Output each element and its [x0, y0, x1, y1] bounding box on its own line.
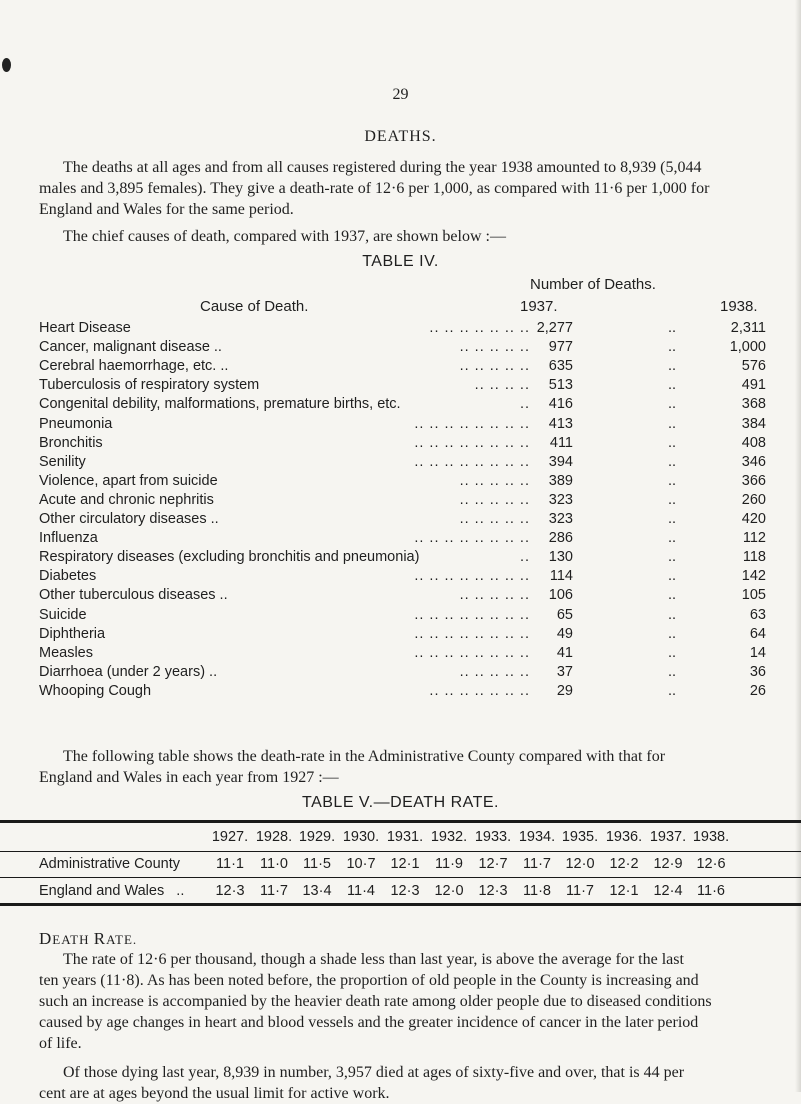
table5-rate-value: 12·3: [478, 883, 508, 899]
table4-row: [39, 511, 766, 531]
table5-year-header: 1936.: [605, 829, 643, 845]
cause-of-death: Other tuberculous diseases ..: [39, 587, 228, 604]
intro-line-3: England and Wales for the same period.: [39, 201, 294, 218]
leader-dots: .. .. .. .. ..: [459, 339, 530, 356]
table5-row-label: England and Wales ..: [39, 883, 185, 899]
separator-dots: ..: [667, 415, 676, 432]
deaths-1938: 105: [741, 587, 766, 604]
table5-row-label: Administrative County: [39, 856, 181, 872]
death-rate-heading: DEATH RATE.: [39, 929, 138, 948]
table4-group-header: Number of Deaths.: [530, 276, 656, 293]
table5-year-header: 1932.: [430, 829, 468, 845]
leader-dots: .. .. .. .. .. .. .. ..: [414, 568, 530, 585]
deaths-1938: 260: [741, 491, 766, 508]
table5-rate-value: 11·7: [566, 883, 594, 899]
margin-ink-dot: [2, 58, 11, 72]
table5-rate-value: 11·0: [260, 856, 288, 872]
leader-dots: .. .. .. .. .. .. .. ..: [414, 606, 530, 623]
deaths-1937: 29: [556, 682, 573, 699]
deaths-1937: 130: [548, 549, 573, 566]
cause-of-death: Respiratory diseases (excluding bronchitis and pneumonia): [39, 549, 420, 566]
deaths-1937: 411: [549, 434, 573, 451]
leader-dots: .. .. .. .. .. .. ..: [429, 682, 530, 699]
table4-title: TABLE IV.: [362, 253, 439, 270]
deaths-1938: 26: [749, 682, 766, 699]
table5-year-header: 1937.: [649, 829, 687, 845]
table5-rate-value: 11·7: [260, 883, 288, 899]
table4-row: [39, 339, 766, 359]
deaths-1938: 2,311: [730, 320, 766, 336]
death-rate-paragraph-1: [39, 949, 766, 1054]
chief-causes-intro: The chief causes of death, compared with 1937, are shown below :—: [63, 228, 506, 245]
cause-of-death: Bronchitis: [39, 434, 103, 451]
table5-mid-rule: [0, 877, 801, 878]
table4-row: [39, 664, 766, 684]
table5-year-header: 1927.: [211, 829, 249, 845]
intro-line-1: The deaths at all ages and from all causes registered during the year 1938 amounted to 8,939 (5,044: [63, 159, 702, 176]
leader-dots: .. .. .. .. ..: [459, 358, 530, 375]
cause-of-death: Congenital debility, malformations, premature births, etc.: [39, 396, 401, 413]
cause-of-death: Cancer, malignant disease ..: [39, 339, 222, 356]
dr2-line-1: Of those dying last year, 8,939 in number, 3,957 died at ages of sixty-five and over, that is 44 per: [63, 1064, 685, 1081]
deaths-1937: 413: [548, 415, 573, 432]
cause-of-death: Whooping Cough: [39, 682, 152, 699]
table5-rate-value: 12·1: [390, 856, 420, 872]
cause-of-death: Cerebral haemorrhage, etc. ..: [39, 358, 229, 375]
separator-dots: ..: [667, 606, 676, 623]
leader-dots: .. .. .. .. .. .. .. ..: [414, 434, 530, 451]
deaths-1937: 635: [548, 358, 573, 375]
table4-row: [39, 320, 766, 340]
deaths-1937: 323: [548, 511, 573, 527]
leader-dots: .. .. .. .. .. .. .. ..: [414, 415, 530, 432]
deaths-1937: 323: [548, 491, 573, 508]
leader-dots: .. .. .. .. ..: [459, 663, 530, 680]
table4-row: [39, 568, 766, 588]
table5-intro-line-2: England and Wales in each year from 1927 :—: [39, 769, 339, 786]
dr1-line-1: The rate of 12·6 per thousand, though a shade less than last year, is above the average for the last: [63, 951, 684, 968]
deaths-1938: 384: [741, 415, 766, 432]
table4-row: [39, 587, 766, 607]
deaths-1937: 114: [549, 568, 573, 585]
cause-of-death: Diabetes: [39, 568, 97, 585]
table5-rate-value: 10·7: [346, 856, 376, 872]
leader-dots: .. .. .. .. ..: [459, 587, 530, 604]
table5-rate-value: 12·1: [609, 883, 639, 899]
separator-dots: ..: [667, 377, 676, 394]
cause-of-death: Diphtheria: [39, 625, 106, 642]
table5-title: TABLE V.—DEATH RATE.: [301, 794, 499, 811]
page-number: 29: [392, 86, 409, 103]
cause-of-death: Suicide: [39, 606, 87, 623]
table5-top-rule: [0, 820, 801, 823]
deaths-1938: 64: [749, 625, 766, 642]
deaths-1938: 1,000: [729, 339, 766, 356]
table5-header-rule: [0, 851, 801, 852]
table5-rate-value: 11·6: [697, 883, 725, 899]
table5-intro-line-1: The following table shows the death-rate in the Administrative County compared with that for: [63, 748, 666, 765]
cause-of-death: Acute and chronic nephritis: [39, 491, 214, 508]
deaths-1937: 49: [556, 625, 573, 642]
table4-cause-header: Cause of Death.: [200, 298, 309, 315]
deaths-1938: 368: [741, 396, 766, 413]
leader-dots: .. .. .. .. .. .. ..: [429, 320, 530, 336]
separator-dots: ..: [667, 453, 676, 470]
table5-rate-value: 12·7: [478, 856, 508, 872]
deaths-1937: 389: [548, 472, 573, 489]
table4-row: [39, 492, 766, 512]
separator-dots: ..: [667, 472, 676, 489]
table4-row: [39, 435, 766, 455]
table5-rate-value: 11·9: [435, 856, 463, 872]
deaths-1937: 41: [556, 644, 573, 661]
deaths-1938: 14: [749, 644, 766, 661]
cause-of-death: Measles: [39, 644, 93, 661]
table4-year-1937: 1937.: [520, 298, 558, 315]
dr1-line-2: ten years (11·8). As has been noted before, the proportion of old people in the County is increasing and: [39, 972, 699, 989]
table5-rate-value: 12·0: [565, 856, 595, 872]
leader-dots: ..: [519, 549, 530, 566]
separator-dots: ..: [667, 320, 676, 336]
deaths-1937: 977: [548, 339, 573, 356]
cause-of-death: Violence, apart from suicide: [39, 472, 218, 489]
table4-row: [39, 683, 766, 703]
deaths-1937: 416: [548, 396, 573, 413]
deaths-1938: 366: [741, 472, 766, 489]
table5-intro: [39, 746, 766, 788]
deaths-1938: 142: [741, 568, 766, 585]
table4-row: [39, 530, 766, 550]
table5-year-header: 1934.: [518, 829, 556, 845]
separator-dots: ..: [667, 682, 676, 699]
table4-row: [39, 607, 766, 627]
table5-year-header: 1929.: [298, 829, 336, 845]
deaths-1938: 63: [749, 606, 766, 623]
table5-rate-value: 13·4: [302, 883, 332, 899]
table5-rate-value: 12·6: [696, 856, 726, 872]
table4-row: [39, 377, 766, 397]
cause-of-death: Influenza: [39, 530, 98, 547]
deaths-1937: 106: [548, 587, 573, 604]
table4-row: [39, 454, 766, 474]
leader-dots: ..: [519, 396, 530, 413]
deaths-1938: 491: [741, 377, 766, 394]
separator-dots: ..: [667, 549, 676, 566]
table5-rate-value: 11·7: [523, 856, 551, 872]
separator-dots: ..: [667, 358, 676, 375]
deaths-1938: 576: [741, 358, 766, 375]
deaths-1938: 112: [742, 530, 766, 547]
deaths-1937: 65: [556, 606, 573, 623]
dr1-line-5: of life.: [39, 1035, 82, 1052]
table5-rate-value: 12·2: [609, 856, 639, 872]
leader-dots: .. .. .. .. ..: [459, 491, 530, 508]
table4-row: [39, 358, 766, 378]
separator-dots: ..: [667, 511, 676, 527]
cause-of-death: Other circulatory diseases ..: [39, 511, 219, 527]
dr2-line-2: cent are at ages beyond the usual limit for active work.: [39, 1085, 390, 1102]
leader-dots: .. .. .. .. .. .. .. ..: [414, 530, 530, 547]
table4-row: [39, 416, 766, 436]
deaths-1937: 513: [548, 377, 573, 394]
leader-dots: .. .. .. ..: [474, 377, 530, 394]
deaths-1938: 118: [742, 549, 766, 566]
separator-dots: ..: [667, 587, 676, 604]
separator-dots: ..: [667, 339, 676, 356]
deaths-1937: 37: [556, 663, 573, 680]
death-rate-paragraph-2: [39, 1062, 766, 1104]
table5-rate-value: 12·9: [653, 856, 683, 872]
separator-dots: ..: [667, 434, 676, 451]
separator-dots: ..: [667, 663, 676, 680]
deaths-1938: 36: [749, 663, 766, 680]
separator-dots: ..: [667, 491, 676, 508]
leader-dots: .. .. .. .. .. .. .. ..: [414, 453, 530, 470]
section-heading-deaths: DEATHS.: [364, 128, 437, 145]
deaths-1938: 346: [741, 453, 766, 470]
table5-rate-value: 12·3: [215, 883, 245, 899]
table5-year-header: 1938.: [692, 829, 730, 845]
table4-row: [39, 473, 766, 493]
table5-year-header: 1928.: [255, 829, 293, 845]
dr1-line-3: such an increase is accompanied by the heavier death rate among older people due to diseased conditions: [39, 993, 712, 1010]
cause-of-death: Heart Disease: [39, 320, 131, 336]
cause-of-death: Pneumonia: [39, 415, 113, 432]
separator-dots: ..: [667, 625, 676, 642]
leader-dots: .. .. .. .. .. .. .. ..: [414, 644, 530, 661]
table4-row: [39, 626, 766, 646]
table5-rate-value: 11·8: [523, 883, 551, 899]
separator-dots: ..: [667, 396, 676, 413]
table5-rate-value: 12·3: [390, 883, 420, 899]
table4-row: [39, 396, 766, 416]
cause-of-death: Tuberculosis of respiratory system: [39, 377, 260, 394]
deaths-1937: 286: [548, 530, 573, 547]
deaths-1937: 2,277: [536, 320, 573, 336]
table5-year-header: 1930.: [342, 829, 380, 845]
separator-dots: ..: [667, 530, 676, 547]
separator-dots: ..: [667, 568, 676, 585]
cause-of-death: Diarrhoea (under 2 years) ..: [39, 663, 218, 680]
table4-row: [39, 549, 766, 569]
separator-dots: ..: [667, 644, 676, 661]
page-edge-shadow: [795, 0, 801, 1092]
leader-dots: .. .. .. .. ..: [459, 472, 530, 489]
leader-dots: .. .. .. .. .. .. .. ..: [414, 625, 530, 642]
dr1-line-4: caused by age changes in heart and blood vessels and the greater incidence of cancer in the later period: [39, 1014, 699, 1031]
table4-row: [39, 645, 766, 665]
leader-dots: .. .. .. .. ..: [459, 511, 530, 527]
table4-year-1938: 1938.: [720, 298, 758, 315]
intro-paragraph: [39, 157, 766, 220]
deaths-1937: 394: [548, 453, 573, 470]
table5-rate-value: 12·4: [653, 883, 683, 899]
deaths-1938: 420: [741, 511, 766, 527]
table5-rate-value: 11·4: [347, 883, 375, 899]
table5-year-header: 1933.: [474, 829, 512, 845]
intro-line-2: males and 3,895 females). They give a death-rate of 12·6 per 1,000, as compared with 11·6 per 1,000 for: [39, 180, 710, 197]
table5-year-header: 1931.: [386, 829, 424, 845]
table5-rate-value: 11·5: [303, 856, 331, 872]
table5-year-header: 1935.: [561, 829, 599, 845]
cause-of-death: Senility: [39, 453, 86, 470]
table5-rate-value: 12·0: [434, 883, 464, 899]
deaths-1938: 408: [741, 434, 766, 451]
table5-bottom-rule: [0, 903, 801, 906]
table5-rate-value: 11·1: [216, 856, 244, 872]
